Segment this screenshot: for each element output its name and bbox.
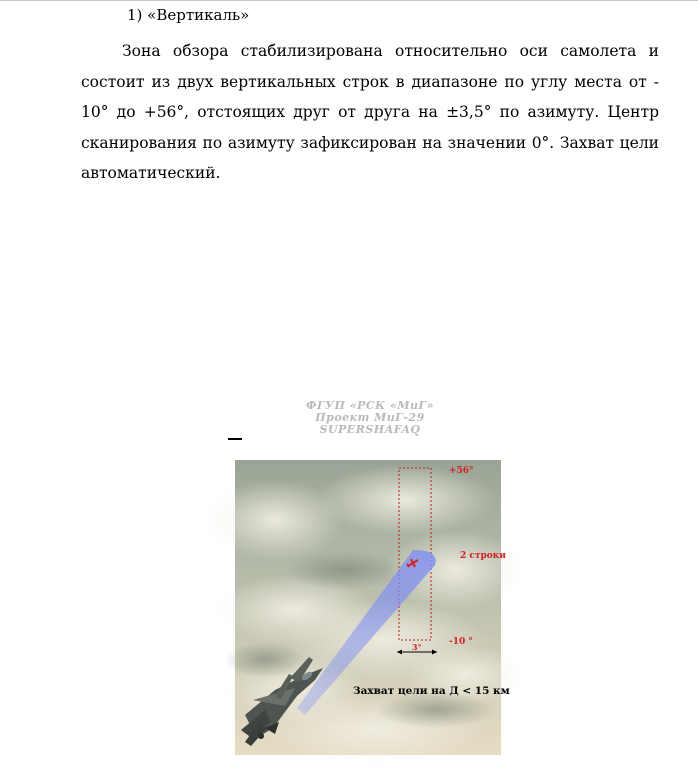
radar-scan-figure: [235, 460, 510, 755]
label-2-rows: 2 строки: [460, 551, 506, 561]
watermark-line-1: ФГУП «РСК «МиГ»: [306, 399, 434, 412]
label-minus-10: -10 °: [449, 637, 473, 647]
label-plus-56: +56°: [449, 466, 474, 476]
watermark: [270, 400, 470, 436]
radar-scan-illustration: [235, 460, 510, 755]
watermark-line-3: SUPERSHAFAQ: [319, 423, 421, 436]
dash-mark: [228, 438, 242, 440]
watermark-line-2: Проект МиГ-29: [315, 411, 425, 424]
label-3-deg: 3°: [412, 642, 422, 652]
body-paragraph: Зона обзора стабилизирована относительно оси самолета и состоит из двух вертикальных строк в диапазоне по углу места от - 10° до +56°, отстоящих друг от друга на ±3,5° по азимуту. Центр сканирования по азимуту зафиксирован на значении 0°. Захват цели автоматический.: [81, 42, 659, 182]
page-top-rule: [0, 0, 698, 1]
figure-caption: Захват цели на Д < 15 км: [353, 685, 510, 697]
section-heading: 1) «Вертикаль»: [127, 6, 250, 24]
